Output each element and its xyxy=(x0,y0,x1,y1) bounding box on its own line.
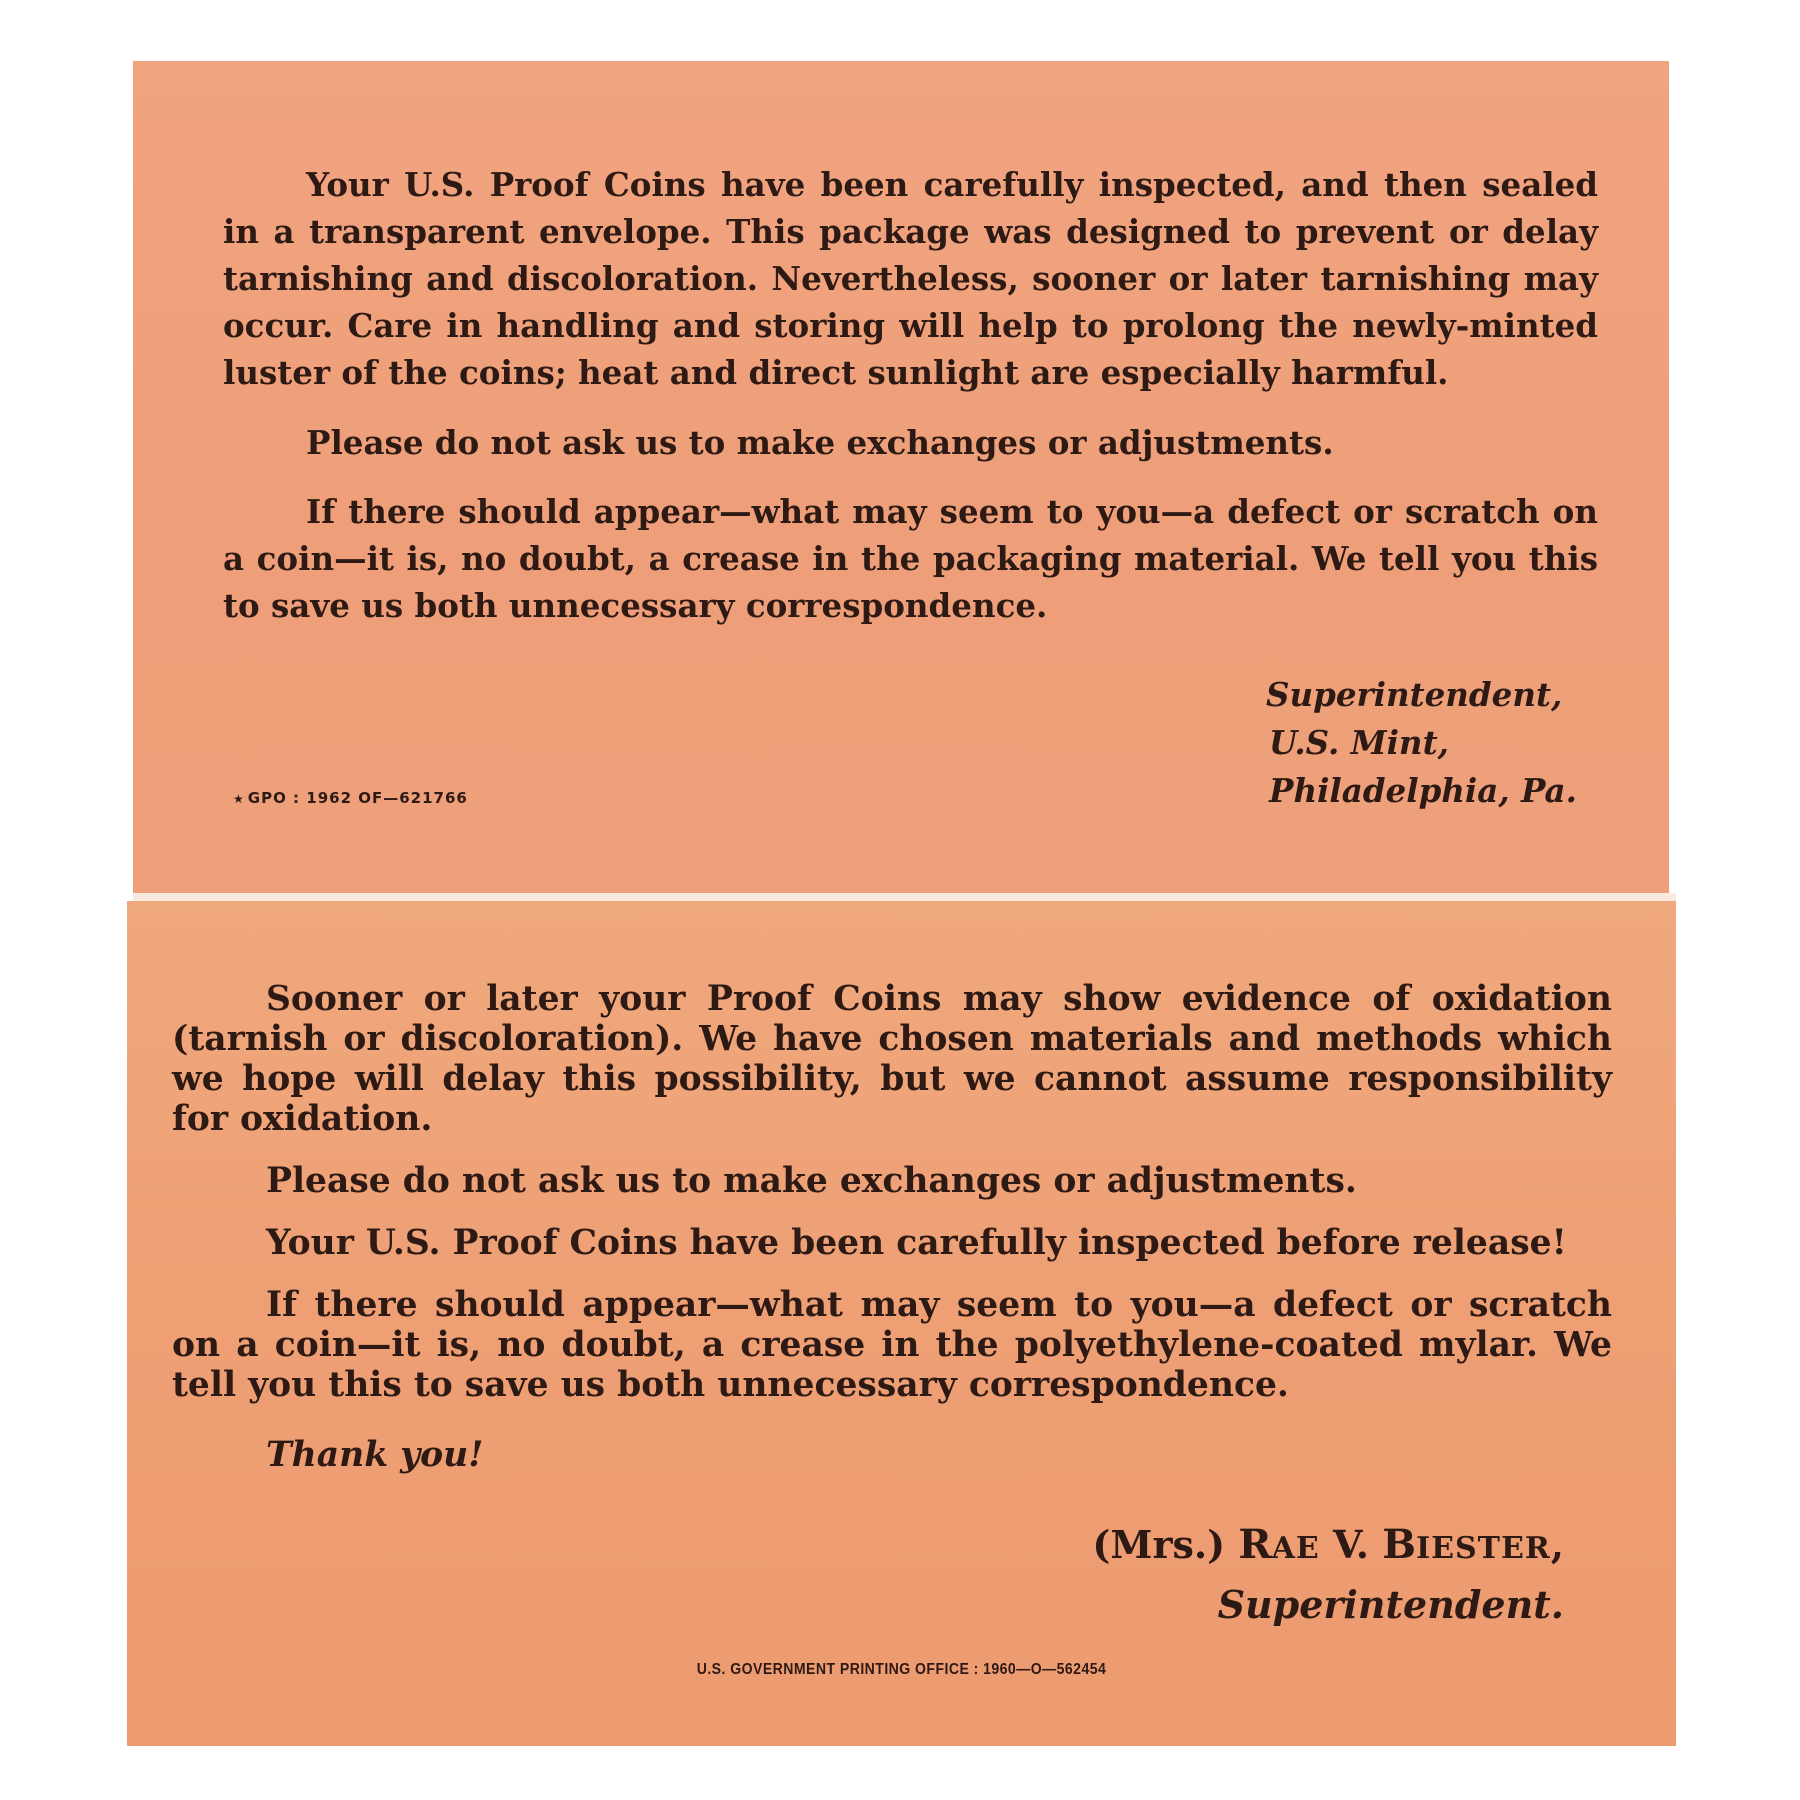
bottom-paragraph-oxidation: Sooner or later your Proof Coins may show evidence of oxidation (tarnish or discoloration). We have chosen materials and methods which we hope will delay this possibility, but we cannot assume responsibility for oxidation. xyxy=(172,979,1612,1139)
card-divider xyxy=(133,893,1676,901)
bottom-printing-note: U.S. GOVERNMENT PRINTING OFFICE : 1960—O—562454 xyxy=(696,1661,1107,1678)
bottom-paragraph-no-exchanges: Please do not ask us to make exchanges or adjustments. xyxy=(266,1161,1357,1201)
signature-first-rest: AE xyxy=(1271,1531,1320,1566)
signature-trailing-comma: , xyxy=(1550,1522,1564,1567)
top-paragraph-inspection: Your U.S. Proof Coins have been carefully inspected, and then sealed in a transparent envelope. This package was designed to prevent or delay tarnishing and discoloration. Nevertheless, sooner or later tarnishing may occur. Care in handling and storing will help to prolong the newly-minted luster of the coins; heat and direct sunlight are especially harmful. xyxy=(223,165,1598,392)
bottom-closing: Thank you! xyxy=(266,1435,484,1475)
top-paragraph-defect-notice: If there should appear—what may seem to you—a defect or scratch on a coin—it is, no doubt, a crease in the packaging material. We tell you this to save us both unnecessary correspondence. xyxy=(223,492,1598,625)
bottom-paragraph-defect-notice: If there should appear—what may seem to you—a defect or scratch on a coin—it is, no doubt, a crease in the polyethylene-coated mylar. We tell you this to save us both unnecessary correspondence. xyxy=(172,1285,1612,1405)
signature-last-initial: B xyxy=(1382,1521,1417,1568)
star-icon: ★ xyxy=(233,792,245,806)
top-printing-note xyxy=(233,789,468,807)
bottom-insert-card xyxy=(127,901,1676,1746)
bottom-signature-role: Superintendent. xyxy=(1217,1582,1564,1627)
signature-first-initial: R xyxy=(1238,1521,1272,1568)
bottom-signature-name xyxy=(1092,1517,1564,1577)
signature-title-prefix: (Mrs.) xyxy=(1092,1522,1226,1567)
top-signature-mint: U.S. Mint, xyxy=(1269,723,1449,762)
top-signature-location: Philadelphia, Pa. xyxy=(1269,771,1577,810)
top-insert-card xyxy=(133,61,1669,894)
bottom-card-body xyxy=(172,979,1612,1475)
bottom-signature xyxy=(1092,1517,1564,1633)
top-card-body xyxy=(223,161,1598,629)
top-paragraph-no-exchanges: Please do not ask us to make exchanges or adjustments. xyxy=(306,423,1334,462)
signature-middle-initial: V. xyxy=(1332,1522,1370,1567)
bottom-paragraph-inspected: Your U.S. Proof Coins have been carefully inspected before release! xyxy=(266,1223,1567,1263)
signature-last-rest: IESTER xyxy=(1416,1531,1551,1566)
top-signature-title: Superintendent, xyxy=(1266,675,1563,714)
top-signature xyxy=(1266,671,1577,815)
top-printing-note-text: GPO : 1962 OF—621766 xyxy=(247,789,468,807)
